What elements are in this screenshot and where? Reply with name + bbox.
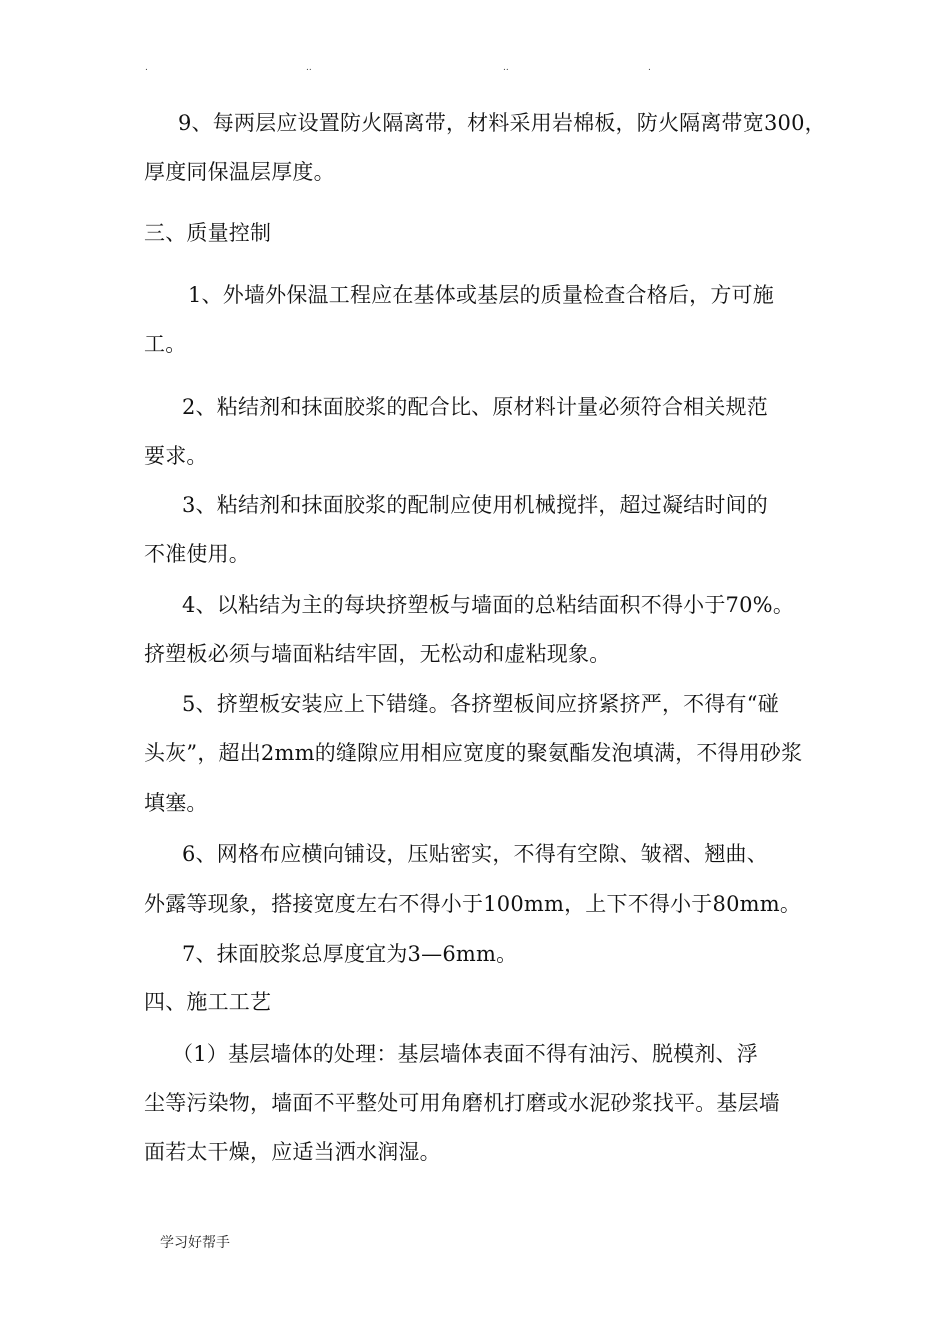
paragraph-line: 不准使用。: [144, 542, 250, 566]
paragraph-line: 6、网格布应横向铺设，压贴密实，不得有空隙、皱褶、翘曲、: [182, 842, 768, 866]
paragraph-line: 7、抹面胶浆总厚度宜为3—6mm。: [182, 942, 518, 966]
section-heading: 四、施工工艺: [144, 990, 272, 1014]
paragraph-line: （1）基层墙体的处理：基层墙体表面不得有油污、脱模剂、浮: [172, 1042, 758, 1066]
paragraph-line: 工。: [144, 332, 187, 356]
paragraph-line: 头灰”，超出2mm的缝隙应用相应宽度的聚氨酯发泡填满，不得用砂浆: [144, 741, 803, 765]
paragraph-line: 2、粘结剂和抹面胶浆的配合比、原材料计量必须符合相关规范: [182, 395, 768, 419]
paragraph-line: 尘等污染物，墙面不平整处可用角磨机打磨或水泥砂浆找平。基层墙: [144, 1091, 780, 1115]
section-heading: 三、质量控制: [144, 221, 272, 245]
paragraph-line: 厚度同保温层厚度。: [144, 160, 335, 184]
paragraph-line: 5、挤塑板安装应上下错缝。各挤塑板间应挤紧挤严，不得有“碰: [182, 692, 779, 716]
paragraph-line: 4、以粘结为主的每块挤塑板与墙面的总粘结面积不得小于70%。: [182, 593, 795, 617]
paragraph-line: 9、每两层应设置防火隔离带，材料采用岩棉板，防火隔离带宽300，: [178, 111, 826, 135]
header-dot: ..: [503, 63, 509, 73]
header-dots: [0, 58, 950, 78]
paragraph-line: 1、外墙外保温工程应在基体或基层的质量检查合格后，方可施: [188, 283, 774, 307]
paragraph-line: 填塞。: [144, 791, 208, 815]
paragraph-line: 挤塑板必须与墙面粘结牢固，无松动和虚粘现象。: [144, 642, 611, 666]
header-dot: .: [145, 63, 148, 73]
paragraph-line: 外露等现象，搭接宽度左右不得小于100mm，上下不得小于80mm。: [144, 892, 802, 916]
paragraph-line: 3、粘结剂和抹面胶浆的配制应使用机械搅拌，超过凝结时间的: [182, 493, 768, 517]
header-dot: ..: [306, 63, 312, 73]
paragraph-line: 要求。: [144, 444, 208, 468]
page-footer: 学习好帮手: [160, 1235, 230, 1251]
header-dot: .: [648, 63, 651, 73]
paragraph-line: 面若太干燥，应适当洒水润湿。: [144, 1140, 441, 1164]
